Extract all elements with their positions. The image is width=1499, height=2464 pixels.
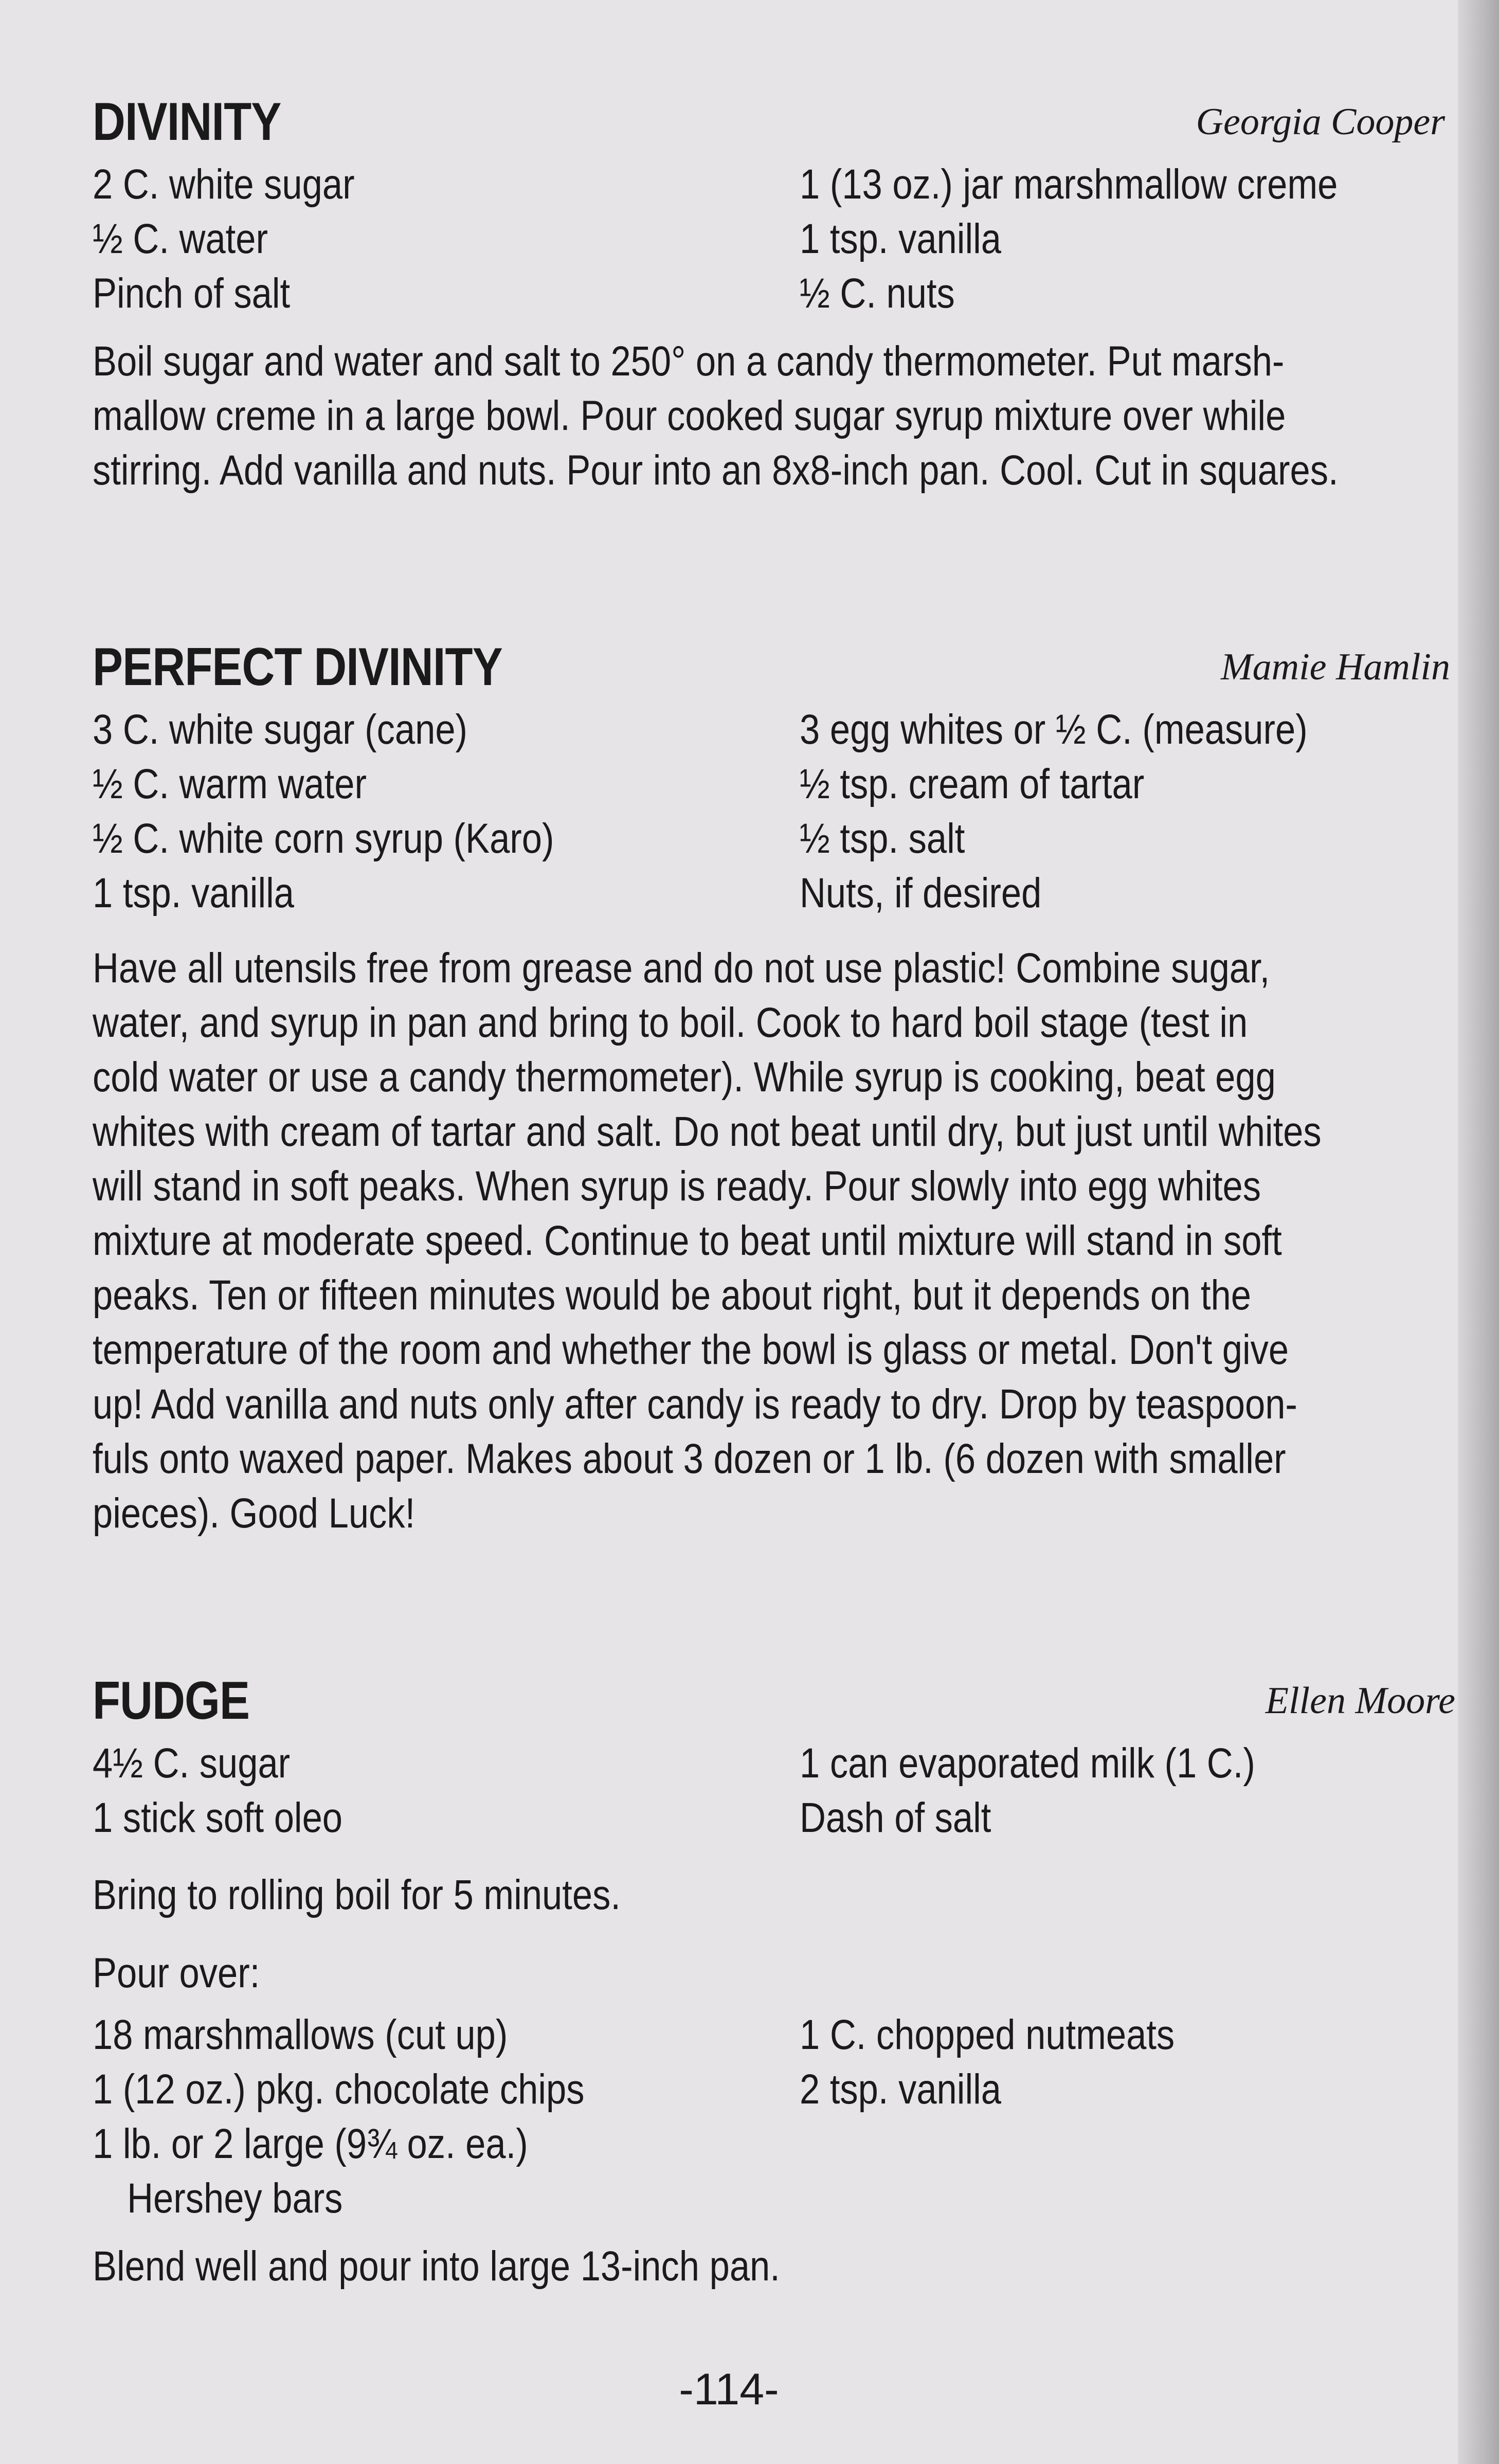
recipe-header [93,637,1450,697]
ingredient-column-left [93,703,787,921]
ingredient-column-right [800,157,1442,321]
recipe-step: Bring to rolling boil for 5 minutes. [93,1872,621,1918]
ingredient: ½ tsp. cream of tartar [800,761,1145,807]
ingredient: ½ C. white corn syrup (Karo) [93,815,554,862]
ingredient: 3 C. white sugar (cane) [93,706,468,753]
ingredient: 1 C. chopped nutmeats [800,2011,1175,2058]
ingredient-list [93,157,1445,321]
ingredient-list [93,703,1445,921]
recipe-perfect-divinity [93,637,1450,1541]
page-edge-shadow [1458,0,1499,2464]
ingredient: ½ tsp. salt [800,815,965,862]
ingredient-list [93,1736,1445,1845]
page-number: -114- [679,2365,779,2414]
ingredient: Nuts, if desired [800,870,1042,916]
ingredient: Hershey bars [127,2175,343,2222]
ingredient-column-left [93,1736,787,1845]
recipe-header [93,1671,1455,1731]
recipe-title: PERFECT DIVINITY [93,637,502,697]
recipe-divinity [93,94,1445,498]
ingredient: 4½ C. sugar [93,1740,291,1787]
ingredient: 1 (13 oz.) jar marshmallow creme [800,161,1338,208]
ingredient: 2 C. white sugar [93,161,355,208]
recipe-directions: Boil sugar and water and salt to 250° on a candy thermometer. Put marsh- mallow creme in a large bowl. Pour cooked sugar syrup mixture over while stirring. Add vanilla and nuts. Pour into an 8x8-inch pan. Cool. Cut in squares. [93,338,1339,494]
ingredient: ½ C. warm water [93,761,367,807]
ingredient: 1 tsp. vanilla [93,870,294,916]
ingredient-column-left [93,2008,787,2226]
ingredient: Dash of salt [800,1794,991,1841]
ingredient: 1 tsp. vanilla [800,215,1001,262]
ingredient: 18 marshmallows (cut up) [93,2011,508,2058]
recipe-title: DIVINITY [93,92,281,152]
ingredient-column-right [800,1736,1442,1845]
recipe-author: Georgia Cooper [1196,101,1445,143]
recipe-directions: Have all utensils free from grease and do not use plastic! Combine sugar, water, and syrup in pan and bring to boil. Cook to hard boil stage (test in cold water or use a candy thermometer). While syrup is cooking, beat egg whites with cream of tartar and salt. Do not beat until dry, but just until whites will stand in soft peaks. When syrup is ready. Pour slowly into egg whites mixture at moderate speed. Continue to beat until mixture will stand in soft peaks. Ten or fifteen minutes would be about right, but it depends on the temperature of the room and whether the bowl is glass or metal. Don't give up! Add vanilla and nuts only after candy is ready to dry. Drop by teaspoon- fuls onto waxed paper. Makes about 3 dozen or 1 lb. (6 dozen with smaller pieces). Good Luck! [93,945,1322,1537]
recipe-directions: Blend well and pour into large 13-inch pan. [93,2243,780,2290]
ingredient: 1 (12 oz.) pkg. chocolate chips [93,2066,585,2113]
recipe-author: Ellen Moore [1265,1680,1455,1722]
recipe-title: FUDGE [93,1671,250,1731]
recipe-header [93,94,1445,150]
ingredient: 1 can evaporated milk (1 C.) [800,1740,1255,1787]
recipe-author: Mamie Hamlin [1221,646,1450,688]
ingredient: 2 tsp. vanilla [800,2066,1001,2113]
ingredient: 1 lb. or 2 large (9¾ oz. ea.) [93,2120,528,2167]
ingredient-list-secondary [93,2008,1445,2226]
ingredient-column-right [800,703,1442,921]
ingredient: ½ C. nuts [800,270,955,317]
recipe-fudge [93,1671,1455,2294]
ingredient-column-right [800,2008,1442,2117]
ingredient: 1 stick soft oleo [93,1794,343,1841]
ingredient: Pinch of salt [93,270,291,317]
ingredient: 3 egg whites or ½ C. (measure) [800,706,1308,753]
ingredient-column-left [93,157,787,321]
recipe-subheading: Pour over: [93,1950,260,1997]
ingredient: ½ C. water [93,215,268,262]
